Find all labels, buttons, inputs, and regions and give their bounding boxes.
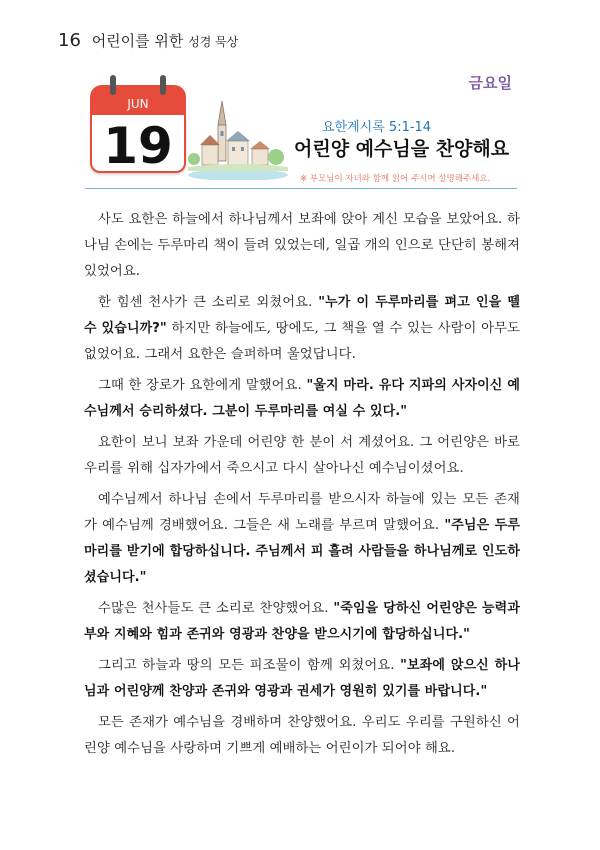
body-paragraph: [84, 653, 520, 705]
narrative-text: 예수님께서 하나님 손에서 두루마리를 받으시자 하늘에 있는 모든 존재가 예수님께 경배했어요. 그들은 새 노래를 부르며 말했어요.: [84, 492, 520, 533]
calendar-day: 19: [103, 117, 173, 175]
quoted-text: "보좌에 앉으신 하나님과 어린양께 찬양과 존귀와 영광과 권세가 영원히 있기를 바랍니다.": [84, 658, 520, 699]
weekday-label: 금요일: [468, 74, 512, 92]
body-paragraph: [84, 596, 520, 648]
body-paragraph: [84, 487, 520, 591]
book-subtitle: 성경 묵상: [188, 35, 239, 49]
body-paragraph: [84, 207, 520, 285]
calendar-ring-right: [160, 75, 166, 95]
quoted-text: "주님은 두루마리를 받기에 합당하십니다. 주님께서 피 흘려 사람들을 하나님께로 인도하셨습니다.": [84, 518, 520, 585]
quoted-text: "죽임을 당하신 어린양은 능력과 부와 지혜와 힘과 존귀와 영광과 찬양을 받으시기에 합당하십니다.": [84, 601, 521, 642]
running-header: [58, 30, 238, 51]
narrative-text: 요한이 보니 보좌 가운데 어린양 한 분이 서 계셨어요. 그 어린양은 바로 우리를 위해 십자가에서 죽으시고 다시 살아나신 예수님이셨어요.: [84, 435, 520, 476]
body-paragraph: [84, 290, 520, 368]
body-paragraph: [84, 430, 520, 482]
narrative-text: 그리고 하늘과 땅의 모든 피조물이 함께 외쳤어요.: [98, 658, 401, 673]
narrative-text: 모든 존재가 예수님을 경배하며 찬양했어요. 우리도 우리를 구원하신 어린양 예수님을 사랑하며 기쁘게 예배하는 어린이가 되어야 해요.: [84, 715, 520, 756]
body-paragraph: [84, 373, 520, 425]
body-paragraph: [84, 710, 520, 762]
devotion-body: [84, 207, 520, 767]
devotion-title: 어린양 예수님을 찬양해요: [294, 138, 510, 160]
calendar-month: JUN: [127, 97, 149, 111]
narrative-text: 그때 한 장로가 요한에게 말했어요.: [98, 378, 307, 393]
quoted-text: "누가 이 두루마리를 펴고 인을 뗄 수 있습니까?": [84, 295, 520, 336]
narrative-text: 한 힘센 천사가 큰 소리로 외쳤어요.: [98, 295, 319, 310]
parent-note: ※ 부모님이 자녀와 함께 읽어 주시며 설명해주세요.: [300, 174, 491, 184]
calendar-icon: [90, 75, 186, 175]
church-village-illustration: [188, 95, 288, 180]
narrative-text: 수많은 천사들도 큰 소리로 찬양했어요.: [98, 601, 334, 616]
calendar-ring-left: [110, 75, 116, 95]
narrative-text: 사도 요한은 하늘에서 하나님께서 보좌에 앉아 계신 모습을 보았어요. 하나님 손에는 두루마리 책이 들려 있었는데, 일곱 개의 인으로 단단히 봉해져 있었어요.: [84, 212, 520, 279]
page-number: 16: [58, 30, 81, 51]
scripture-reference: 요한계시록 5:1-14: [322, 120, 432, 135]
header-divider: [85, 188, 517, 189]
narrative-text: 하지만 하늘에도, 땅에도, 그 책을 열 수 있는 사람이 아무도 없었어요. 그래서 요한은 슬퍼하며 울었답니다.: [84, 321, 520, 362]
book-title: 어린이를 위한: [91, 32, 184, 50]
quoted-text: "울지 마라. 유다 지파의 사자이신 예수님께서 승리하셨다. 그분이 두루마리를 여실 수 있다.": [84, 378, 520, 419]
